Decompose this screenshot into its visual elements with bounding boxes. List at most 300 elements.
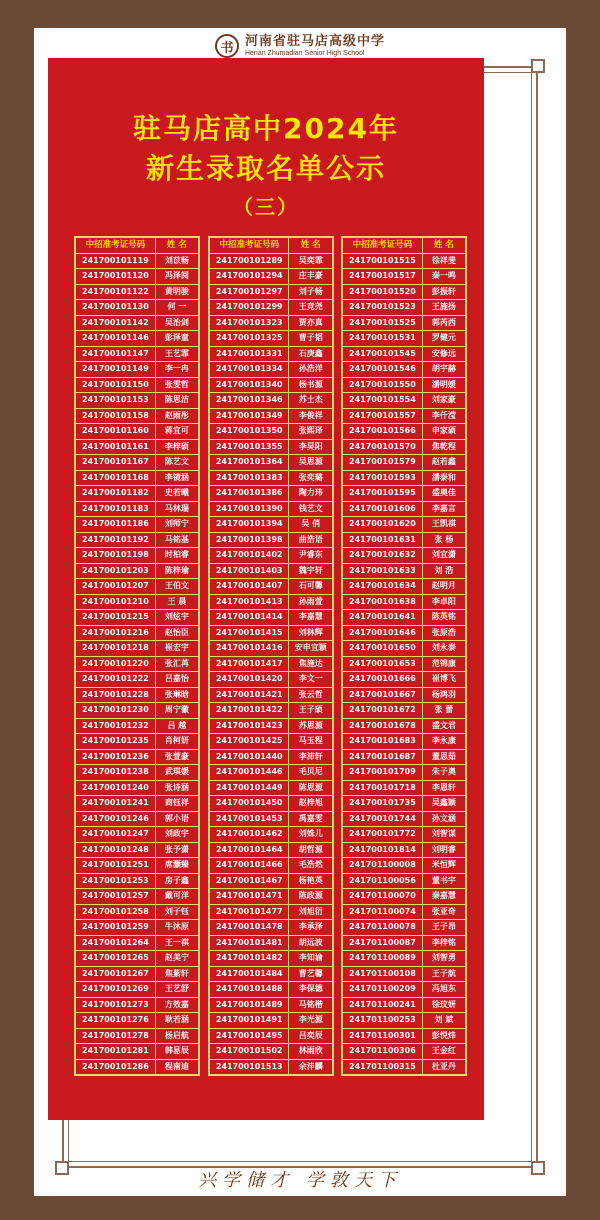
table-row xyxy=(76,997,199,1013)
exam-id-cell: 241700101523 xyxy=(343,300,423,316)
table-row xyxy=(210,889,333,905)
table-row xyxy=(210,904,333,920)
student-name-cell: 尹睿东 xyxy=(289,548,333,564)
exam-id-cell: 241700101440 xyxy=(210,749,289,765)
student-name-cell: 刘 浩 xyxy=(422,563,465,579)
exam-id-cell: 241700101413 xyxy=(210,594,289,610)
exam-id-cell: 241700101421 xyxy=(210,687,289,703)
exam-id-cell: 241700101466 xyxy=(210,858,289,874)
table-row xyxy=(76,517,199,533)
title-line-1: 驻马店高中2024年 xyxy=(133,112,399,145)
student-name-cell: 庄丰豪 xyxy=(289,269,333,285)
student-name-cell: 李嘉慧 xyxy=(289,610,333,626)
exam-id-cell: 241700101531 xyxy=(343,331,423,347)
student-name-cell: 孙文涵 xyxy=(422,811,465,827)
student-name-cell: 安申宜颖 xyxy=(289,641,333,657)
table-row xyxy=(210,718,333,734)
exam-id-cell: 241700101420 xyxy=(210,672,289,688)
student-name-cell: 王一祺 xyxy=(155,935,198,951)
student-name-cell: 牛沐原 xyxy=(155,920,198,936)
exam-id-cell: 241700101251 xyxy=(76,858,156,874)
table-row xyxy=(343,951,466,967)
exam-id-cell: 241700101453 xyxy=(210,811,289,827)
student-name-cell: 杜亚丹 xyxy=(422,1059,465,1075)
student-name-cell: 李镜涵 xyxy=(155,470,198,486)
admission-table xyxy=(75,237,199,1075)
exam-id-cell: 241701100074 xyxy=(343,904,423,920)
exam-id-cell: 241700101286 xyxy=(76,1059,156,1075)
table-row xyxy=(76,1013,199,1029)
table-row xyxy=(343,548,466,564)
table-row xyxy=(343,997,466,1013)
exam-id-cell: 241700101267 xyxy=(76,966,156,982)
table-row xyxy=(210,703,333,719)
exam-id-cell: 241700101772 xyxy=(343,827,423,843)
student-name-cell: 彭泽童 xyxy=(155,331,198,347)
exam-id-cell: 241700101325 xyxy=(210,331,289,347)
student-name-cell: 王伯文 xyxy=(155,579,198,595)
exam-id-cell: 241700101678 xyxy=(343,718,423,734)
student-name-cell: 刘炫宇 xyxy=(155,610,198,626)
student-name-cell: 余沣麟 xyxy=(289,1059,333,1075)
exam-id-cell: 241700101638 xyxy=(343,594,423,610)
exam-id-cell: 241701100008 xyxy=(343,858,423,874)
table-row xyxy=(343,408,466,424)
student-name-cell: 陈政源 xyxy=(289,889,333,905)
table-row xyxy=(76,703,199,719)
exam-id-cell: 241701100078 xyxy=(343,920,423,936)
table-row xyxy=(76,269,199,285)
table-row xyxy=(210,920,333,936)
table-row xyxy=(343,517,466,533)
student-name-cell: 张奕璐 xyxy=(289,470,333,486)
student-name-cell: 石可馨 xyxy=(289,579,333,595)
table-row xyxy=(343,718,466,734)
table-row xyxy=(343,1013,466,1029)
admission-table xyxy=(209,237,333,1075)
student-name-cell: 李一冉 xyxy=(155,362,198,378)
exam-id-cell: 241700101491 xyxy=(210,1013,289,1029)
table-header-row xyxy=(343,238,466,254)
exam-id-cell: 241700101158 xyxy=(76,408,156,424)
table-row xyxy=(76,1028,199,1044)
name-column-header: 姓 名 xyxy=(422,238,465,254)
table-row xyxy=(76,734,199,750)
table-row xyxy=(343,253,466,269)
student-name-cell: 李梓硕 xyxy=(155,439,198,455)
table-row xyxy=(343,439,466,455)
student-name-cell: 秦一鸣 xyxy=(422,269,465,285)
student-name-cell: 潘明媛 xyxy=(422,377,465,393)
student-name-cell: 刘旭衍 xyxy=(289,904,333,920)
admission-panel xyxy=(48,58,484,1120)
student-name-cell: 钱艺文 xyxy=(289,501,333,517)
student-name-cell: 彭悦炜 xyxy=(422,1028,465,1044)
table-row xyxy=(76,842,199,858)
exam-id-cell: 241700101744 xyxy=(343,811,423,827)
table-row xyxy=(210,455,333,471)
exam-id-cell: 241700101235 xyxy=(76,734,156,750)
table-row xyxy=(343,470,466,486)
exam-id-cell: 241700101478 xyxy=(210,920,289,936)
student-name-cell: 陈梓瑜 xyxy=(155,563,198,579)
exam-id-cell: 241700101240 xyxy=(76,780,156,796)
exam-id-cell: 241700101192 xyxy=(76,532,156,548)
exam-id-cell: 241700101398 xyxy=(210,532,289,548)
table-row xyxy=(76,439,199,455)
student-name-cell: 吴思源 xyxy=(289,455,333,471)
student-name-cell: 王子昂 xyxy=(422,920,465,936)
table-row xyxy=(210,873,333,889)
exam-id-cell: 241701100089 xyxy=(343,951,423,967)
student-name-cell: 武琪媛 xyxy=(155,765,198,781)
student-name-cell: 杨书源 xyxy=(289,377,333,393)
student-name-cell: 林雨欣 xyxy=(289,1044,333,1060)
exam-id-cell: 241700101814 xyxy=(343,842,423,858)
table-row xyxy=(76,408,199,424)
table-row xyxy=(76,315,199,331)
table-row xyxy=(210,377,333,393)
exam-id-cell: 241700101120 xyxy=(76,269,156,285)
student-name-cell: 马玉程 xyxy=(289,734,333,750)
table-row xyxy=(210,563,333,579)
student-name-cell: 王艺舒 xyxy=(155,982,198,998)
student-name-cell: 刘子钰 xyxy=(155,904,198,920)
student-name-cell: 魏宇轩 xyxy=(289,563,333,579)
exam-id-cell: 241700101570 xyxy=(343,439,423,455)
table-row xyxy=(343,672,466,688)
exam-id-cell: 241700101150 xyxy=(76,377,156,393)
table-row xyxy=(76,765,199,781)
student-name-cell: 徐祥斐 xyxy=(422,253,465,269)
title-line-2: 新生录取名单公示 xyxy=(145,152,386,185)
table-row xyxy=(76,532,199,548)
student-name-cell: 张萱豪 xyxy=(155,749,198,765)
table-row xyxy=(210,827,333,843)
table-row xyxy=(76,780,199,796)
student-name-cell: 李永康 xyxy=(422,734,465,750)
exam-id-cell: 241700101257 xyxy=(76,889,156,905)
student-name-cell: 刘子畅 xyxy=(289,284,333,300)
table-row xyxy=(210,951,333,967)
student-name-cell: 商钰祥 xyxy=(155,796,198,812)
exam-id-cell: 241700101218 xyxy=(76,641,156,657)
student-name-cell: 王竞尧 xyxy=(289,300,333,316)
table-row xyxy=(76,687,199,703)
student-name-cell: 赵怡臣 xyxy=(155,625,198,641)
exam-id-cell: 241700101297 xyxy=(210,284,289,300)
exam-id-cell: 241700101264 xyxy=(76,935,156,951)
table-row xyxy=(76,1044,199,1060)
exam-id-cell: 241700101502 xyxy=(210,1044,289,1060)
table-row xyxy=(76,610,199,626)
id-column-header: 中招准考证号码 xyxy=(76,238,156,254)
student-name-cell: 李仟滢 xyxy=(422,408,465,424)
exam-id-cell: 241700101425 xyxy=(210,734,289,750)
student-name-cell: 杨启航 xyxy=(155,1028,198,1044)
student-name-cell: 毛浩然 xyxy=(289,858,333,874)
student-name-cell: 吴治剑 xyxy=(155,315,198,331)
student-name-cell: 房子鑫 xyxy=(155,873,198,889)
student-name-cell: 焦紫轩 xyxy=(155,966,198,982)
table-row xyxy=(76,1059,199,1075)
student-name-cell: 耿若涵 xyxy=(155,1013,198,1029)
table-row xyxy=(210,315,333,331)
table-row xyxy=(210,1044,333,1060)
student-name-cell: 吕 越 xyxy=(155,718,198,734)
table-row xyxy=(76,889,199,905)
student-name-cell: 陶力玮 xyxy=(289,486,333,502)
exam-id-cell: 241700101449 xyxy=(210,780,289,796)
exam-id-cell: 241700101477 xyxy=(210,904,289,920)
exam-id-cell: 241700101350 xyxy=(210,424,289,440)
table-row xyxy=(343,749,466,765)
table-row xyxy=(76,284,199,300)
name-column-header: 姓 名 xyxy=(155,238,198,254)
student-name-cell: 张雯哲 xyxy=(155,377,198,393)
exam-id-cell: 241700101168 xyxy=(76,470,156,486)
table-row xyxy=(76,455,199,471)
table-row xyxy=(343,904,466,920)
exam-id-cell: 241700101281 xyxy=(76,1044,156,1060)
table-row xyxy=(343,811,466,827)
exam-id-cell: 241700101216 xyxy=(76,625,156,641)
student-name-cell: 胡宇赫 xyxy=(422,362,465,378)
list-column-1 xyxy=(74,236,200,1076)
exam-id-cell: 241700101513 xyxy=(210,1059,289,1075)
table-row xyxy=(343,873,466,889)
exam-id-cell: 241700101471 xyxy=(210,889,289,905)
student-name-cell: 苏士杰 xyxy=(289,393,333,409)
exam-id-cell: 241700101142 xyxy=(76,315,156,331)
exam-id-cell: 241700101450 xyxy=(210,796,289,812)
table-row xyxy=(343,532,466,548)
exam-id-cell: 241701100253 xyxy=(343,1013,423,1029)
student-name-cell: 郭芮西 xyxy=(422,315,465,331)
student-name-cell: 刘智谋 xyxy=(422,827,465,843)
exam-id-cell: 241701100306 xyxy=(343,1044,423,1060)
table-row xyxy=(76,486,199,502)
table-header-row xyxy=(210,238,333,254)
table-row xyxy=(76,563,199,579)
exam-id-cell: 241701100301 xyxy=(343,1028,423,1044)
student-name-cell: 时柏睿 xyxy=(155,548,198,564)
table-row xyxy=(343,377,466,393)
table-row xyxy=(210,408,333,424)
table-row xyxy=(210,935,333,951)
student-name-cell: 禹嘉雯 xyxy=(289,811,333,827)
student-name-cell: 张汇苒 xyxy=(155,656,198,672)
table-row xyxy=(76,346,199,362)
exam-id-cell: 241700101246 xyxy=(76,811,156,827)
exam-id-cell: 241700101595 xyxy=(343,486,423,502)
student-name-cell: 陈思洁 xyxy=(155,393,198,409)
school-emblem-icon: 书 xyxy=(215,34,239,58)
exam-id-cell: 241701100241 xyxy=(343,997,423,1013)
exam-id-cell: 241700101407 xyxy=(210,579,289,595)
exam-id-cell: 241700101238 xyxy=(76,765,156,781)
exam-id-cell: 241700101579 xyxy=(343,455,423,471)
exam-id-cell: 241700101634 xyxy=(343,579,423,595)
student-name-cell: 张予潇 xyxy=(155,842,198,858)
exam-id-cell: 241700101198 xyxy=(76,548,156,564)
exam-id-cell: 241700101228 xyxy=(76,687,156,703)
student-name-cell: 肖柯妍 xyxy=(155,734,198,750)
student-name-cell: 王子航 xyxy=(422,966,465,982)
student-name-cell: 李梓铭 xyxy=(422,935,465,951)
table-row xyxy=(343,687,466,703)
exam-id-cell: 241700101520 xyxy=(343,284,423,300)
student-name-cell: 刘家豪 xyxy=(422,393,465,409)
student-name-cell: 陈艺文 xyxy=(155,455,198,471)
student-name-cell: 张琳晗 xyxy=(155,687,198,703)
exam-id-cell: 241700101273 xyxy=(76,997,156,1013)
exam-id-cell: 241700101525 xyxy=(343,315,423,331)
student-name-cell: 胡远波 xyxy=(289,935,333,951)
student-name-cell: 董书宇 xyxy=(422,873,465,889)
student-name-cell: 席灏臻 xyxy=(155,858,198,874)
student-name-cell: 刘宜潇 xyxy=(422,548,465,564)
id-column-header: 中招准考证号码 xyxy=(343,238,423,254)
student-name-cell: 曹艺馨 xyxy=(289,966,333,982)
table-row xyxy=(343,827,466,843)
exam-id-cell: 241700101422 xyxy=(210,703,289,719)
table-row xyxy=(210,579,333,595)
table-row xyxy=(76,300,199,316)
table-row xyxy=(76,393,199,409)
exam-id-cell: 241700101160 xyxy=(76,424,156,440)
student-name-cell: 刘明睿 xyxy=(422,842,465,858)
exam-id-cell: 241700101653 xyxy=(343,656,423,672)
exam-id-cell: 241700101149 xyxy=(76,362,156,378)
table-row xyxy=(76,920,199,936)
student-name-cell: 吴奕霏 xyxy=(289,253,333,269)
student-name-cell: 盛文君 xyxy=(422,718,465,734)
student-name-cell: 方效嘉 xyxy=(155,997,198,1013)
student-name-cell: 陈英铭 xyxy=(422,610,465,626)
table-row xyxy=(343,1044,466,1060)
exam-id-cell: 241700101735 xyxy=(343,796,423,812)
exam-id-cell: 241700101446 xyxy=(210,765,289,781)
school-name-en: Henan Zhumadian Senior High School xyxy=(244,50,365,57)
exam-id-cell: 241700101203 xyxy=(76,563,156,579)
exam-id-cell: 241700101489 xyxy=(210,997,289,1013)
student-name-cell: 李保德 xyxy=(289,982,333,998)
student-name-cell: 杨鸿羽 xyxy=(422,687,465,703)
table-row xyxy=(76,811,199,827)
table-row xyxy=(343,796,466,812)
student-name-cell: 潘泰和 xyxy=(422,470,465,486)
student-name-cell: 蒋宜可 xyxy=(155,424,198,440)
table-row xyxy=(76,641,199,657)
student-name-cell: 张诗涵 xyxy=(155,780,198,796)
exam-id-cell: 241700101207 xyxy=(76,579,156,595)
exam-id-cell: 241700101258 xyxy=(76,904,156,920)
student-name-cell: 陈思源 xyxy=(289,780,333,796)
exam-id-cell: 241700101186 xyxy=(76,517,156,533)
exam-id-cell: 241700101334 xyxy=(210,362,289,378)
student-name-cell: 董思茹 xyxy=(422,749,465,765)
table-row xyxy=(210,780,333,796)
student-name-cell: 贾亦真 xyxy=(289,315,333,331)
student-name-cell: 孙雨萱 xyxy=(289,594,333,610)
exam-id-cell: 241700101355 xyxy=(210,439,289,455)
student-name-cell: 刘 斌 xyxy=(422,1013,465,1029)
exam-id-cell: 241700101383 xyxy=(210,470,289,486)
student-name-cell: 安修远 xyxy=(422,346,465,362)
table-row xyxy=(210,966,333,982)
exam-id-cell: 241700101488 xyxy=(210,982,289,998)
student-name-cell: 张原浩 xyxy=(422,625,465,641)
exam-id-cell: 241700101417 xyxy=(210,656,289,672)
exam-id-cell: 241700101557 xyxy=(343,408,423,424)
table-row xyxy=(343,734,466,750)
table-row xyxy=(343,920,466,936)
table-row xyxy=(210,424,333,440)
exam-id-cell: 241700101167 xyxy=(76,455,156,471)
exam-id-cell: 241700101253 xyxy=(76,873,156,889)
table-row xyxy=(210,811,333,827)
exam-id-cell: 241700101414 xyxy=(210,610,289,626)
student-name-cell: 罗健元 xyxy=(422,331,465,347)
exam-id-cell: 241700101232 xyxy=(76,718,156,734)
table-row xyxy=(210,486,333,502)
student-name-cell: 胡哲源 xyxy=(289,842,333,858)
student-name-cell: 吴 俏 xyxy=(289,517,333,533)
exam-id-cell: 241700101666 xyxy=(343,672,423,688)
student-name-cell: 范锦康 xyxy=(422,656,465,672)
student-name-cell: 赵美宁 xyxy=(155,951,198,967)
table-row xyxy=(76,951,199,967)
student-name-cell: 朱子奥 xyxy=(422,765,465,781)
student-name-cell: 吕嘉怡 xyxy=(155,672,198,688)
table-row xyxy=(210,517,333,533)
table-row xyxy=(343,703,466,719)
exam-id-cell: 241700101464 xyxy=(210,842,289,858)
table-row xyxy=(343,1059,466,1075)
table-row xyxy=(76,873,199,889)
exam-id-cell: 241700101220 xyxy=(76,656,156,672)
table-row xyxy=(343,625,466,641)
table-row xyxy=(76,796,199,812)
exam-id-cell: 241700101545 xyxy=(343,346,423,362)
student-name-cell: 李沛轩 xyxy=(289,749,333,765)
student-name-cell: 吕奕辰 xyxy=(289,1028,333,1044)
table-row xyxy=(76,625,199,641)
student-name-cell: 刘政宇 xyxy=(155,827,198,843)
exam-id-cell: 241700101482 xyxy=(210,951,289,967)
student-name-cell: 冯旭东 xyxy=(422,982,465,998)
table-row xyxy=(210,610,333,626)
student-name-cell: 刘林辉 xyxy=(289,625,333,641)
exam-id-cell: 241700101230 xyxy=(76,703,156,719)
table-row xyxy=(343,269,466,285)
table-row xyxy=(76,827,199,843)
id-column-header: 中招准考证号码 xyxy=(210,238,289,254)
student-name-cell: 秦嘉慧 xyxy=(422,889,465,905)
student-name-cell: 焦施达 xyxy=(289,656,333,672)
table-row xyxy=(343,486,466,502)
table-row xyxy=(210,749,333,765)
table-row xyxy=(210,656,333,672)
student-name-cell: 刘姝儿 xyxy=(289,827,333,843)
table-row xyxy=(76,362,199,378)
table-row xyxy=(210,641,333,657)
student-name-cell: 李光源 xyxy=(289,1013,333,1029)
exam-id-cell: 241700101517 xyxy=(343,269,423,285)
table-row xyxy=(210,532,333,548)
list-column-2 xyxy=(208,236,334,1076)
